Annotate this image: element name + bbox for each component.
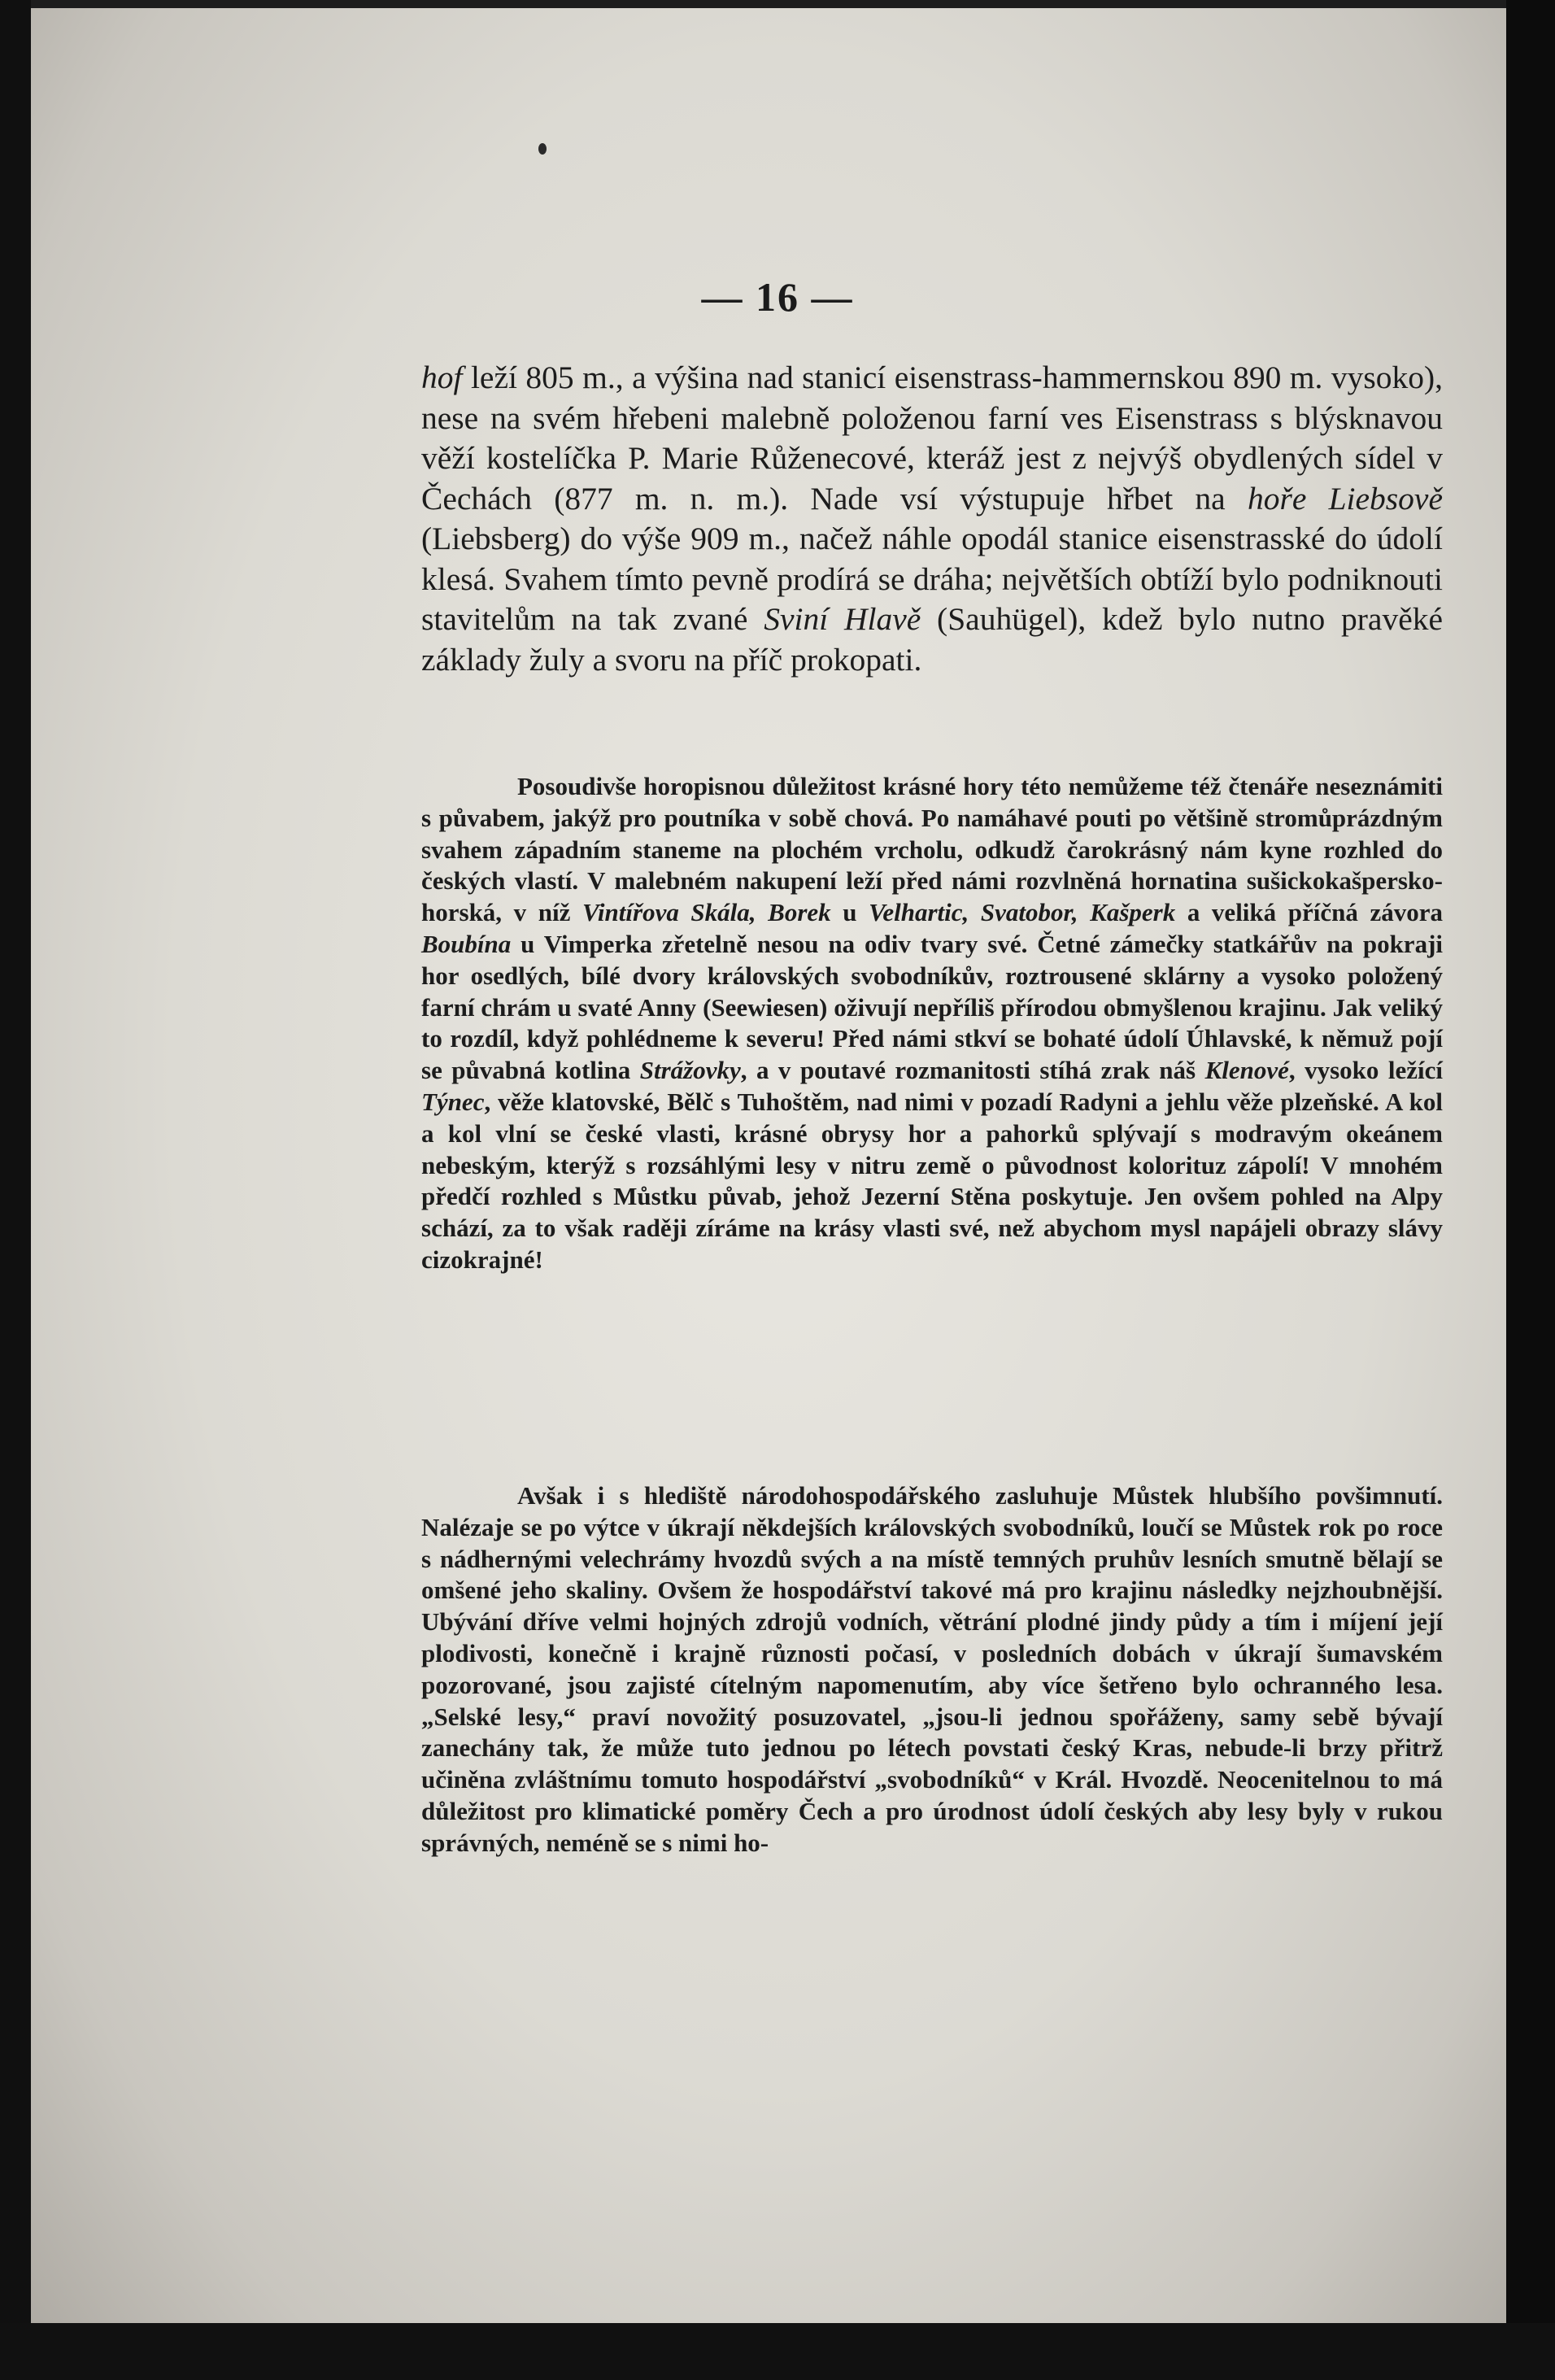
- p1-text: (Sauhügel), kdež bylo nutno pravěké základy žuly a svoru na příč prokopati.: [421, 601, 1444, 678]
- scan-border-bottom: [0, 2323, 1555, 2380]
- p2-italic-place: Klenové: [1204, 1056, 1289, 1085]
- p2-text: u: [830, 898, 869, 927]
- p2-text: u Vimperka zřetelně nesou na odiv tvary své. Četné zámečky statkářův na pokraji hor osedlých, bílé dvory královských svobodníkův, roztrousené sklárny a vysoko položený farní chrám u svaté Anny (Seewiesen) oživují nepříliš přírodou obmyšlenou krajinu. Jak veliký to rozdíl, když pohlédneme k severu! Před námi stkví se bohaté údolí Úhlavské, k němuž pojí se půvabná kotlina: [421, 929, 1443, 1085]
- scan-border-top: [0, 0, 1555, 8]
- p2-italic-place: Vintířova Skála, Borek: [581, 898, 831, 927]
- p2-italic-place: Velhartic, Svatobor, Kašperk: [869, 898, 1176, 927]
- p1-italic-liebsov: hoře Liebsově: [1247, 480, 1443, 517]
- p2-italic-place: Týnec: [421, 1087, 485, 1116]
- p2-text: a veliká příčná závora: [1175, 898, 1443, 927]
- p1-text: (Liebsberg) do výše 909 m., načež náhle opodál stanice eisenstrasské do údolí klesá. Svahem tímto pevně prodírá se dráha; největších obtíží bylo podniknouti stavitelům na tak zvané: [421, 521, 1443, 637]
- p2-text: , a v poutavé rozmanitosti stíhá zrak náš: [740, 1056, 1205, 1085]
- p1-italic-hof: hof: [421, 360, 463, 395]
- paragraph-1: [421, 358, 1443, 680]
- p2-text: , vysoko ležící: [1288, 1056, 1444, 1085]
- scan-border-left: [0, 0, 31, 2380]
- ink-speck: [538, 143, 547, 155]
- paragraph-2: [421, 771, 1443, 1276]
- p1-text: leží 805 m., a výšina nad stanicí eisenstrass-hammernskou 890 m. vysoko), nese na svém hřebeni malebně položenou farní ves Eisenstrass s blýsknavou věží kostelíčka P. Marie Růženecové, kteráž jest z nejvýš obydlených sídel v Čechách (877 m. n. m.). Nade vsí výstupuje hřbet na: [421, 360, 1443, 517]
- p2-italic-place: Boubína: [421, 929, 512, 958]
- p2-text: Posoudivše horopisnou důležitost krásné hory této nemůžeme též čtenáře neseznámiti s půvabem, jakýž pro poutníka v sobě chová. Po namáhavé pouti po většině stromůprázdným svahem západním staneme na plochém vrcholu, odkudž čarokrásný nám kyne rozhled do českých vlastí. V malebném nakupení leží před námi rozvlněná hornatina sušickokašpersko-horská, v níž: [421, 772, 1443, 927]
- page-number: — 16 —: [701, 274, 854, 320]
- p1-italic-svini-hlava: Sviní Hlavě: [764, 601, 921, 637]
- scan-border-right: [1506, 0, 1555, 2380]
- paragraph-3: Avšak i s hlediště národohospodářského zasluhuje Můstek hlubšího povšimnutí. Nalézaje se po výtce v úkrají někdejších královských svobodníků, loučí se Můstek rok po roce s nádhernými velechrámy hvozdů svých a na místě temných pruhův lesních smutně bělají se omšené jeho skaliny. Ovšem že hospodářství takové má pro krajinu následky nejzhoubnější. Ubývání dříve velmi hojných zdrojů vodních, větrání plodné jindy půdy a tím i míjení její plodivosti, konečně i krajně různosti počasí, v posledních dobách v úkrají šumavském pozorované, jsou zajisté cítelným napomenutím, aby více šetřeno bylo ochranného lesa. „Selské lesy,“ praví novožitý posuzovatel, „jsou-li jednou spořáženy, samy sebě bývají zanechány tak, že může tuto jednou po létech povstati český Kras, nebude-li brzy přitrž učiněna zvláštnímu tomuto hospodářství „svobodníků“ v Král. Hvozdě. Neocenitelnou to má důležitost pro klimatické poměry Čech a pro úrodnost údolí českých aby lesy byly v rukou správných, neméně se s nimi ho-: [421, 1481, 1443, 1857]
- p2-text: , věže klatovské, Bělč s Tuhoštěm, nad nimi v pozadí Radyni a jehlu věže plzeňské. A kol a kol vlní se české vlasti, krásné obrysy hor a pahorků splývají s modravým okeánem nebeským, kterýž s rozsáhlými lesy v nitru země o původnost kolorituz zápolí! V mnohém předčí rozhled s Můstku půvab, jehož Jezerní Stěna poskytuje. Jen ovšem pohled na Alpy schází, za to však raději zíráme na krásy vlasti své, než abychom mysl napájeli obrazy slávy cizokrajné!: [421, 1087, 1443, 1274]
- p2-italic-place: Strážovky: [639, 1056, 741, 1085]
